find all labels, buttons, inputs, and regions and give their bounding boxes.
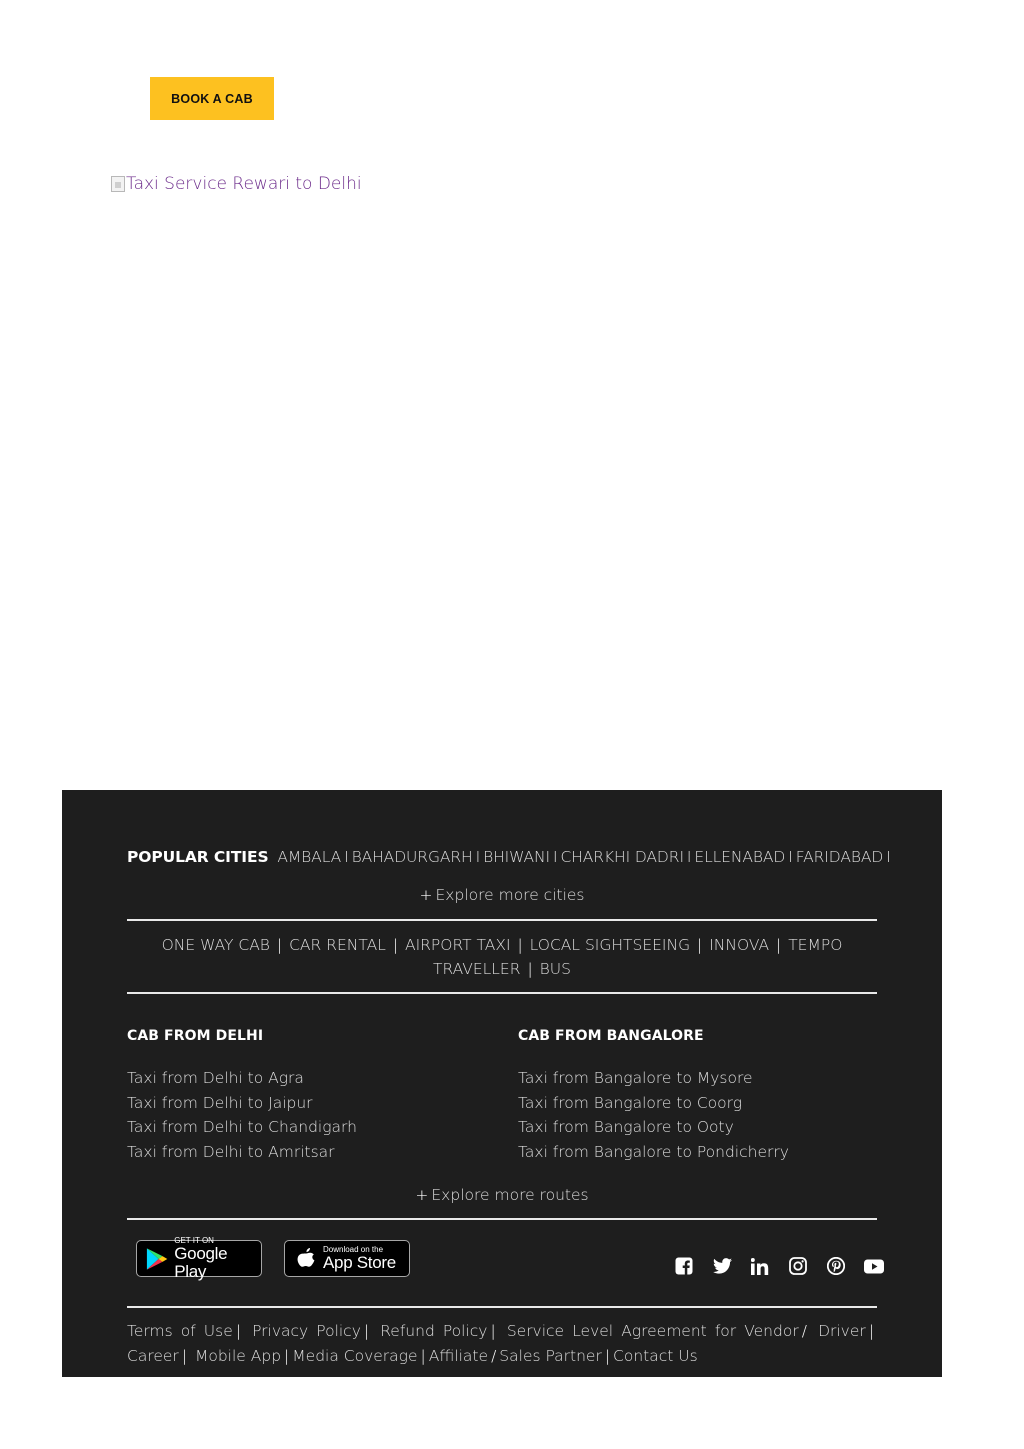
routes-bangalore-title: CAB FROM BANGALORE [518, 1028, 704, 1044]
popular-cities: POPULAR CITIES AMBALA I BAHADURGARH I BHIWANI I CHARKHI DADRI I ELLENABAD I FARIDABAD I [127, 848, 891, 866]
route-link[interactable]: Taxi from Bangalore to Ooty [518, 1118, 734, 1137]
service-link[interactable]: LOCAL SIGHTSEEING [529, 936, 691, 954]
city-link[interactable]: ELLENABAD [694, 848, 786, 866]
explore-more-routes-link[interactable]: + Explore more routes [415, 1186, 589, 1204]
affiliate-link[interactable]: Affiliate [428, 1347, 489, 1365]
terms-link[interactable]: Terms of Use [127, 1322, 233, 1340]
media-coverage-link[interactable]: Media Coverage [292, 1347, 418, 1365]
google-play-icon [144, 1246, 169, 1272]
career-link[interactable]: Career [127, 1347, 179, 1365]
city-link[interactable]: FARIDABAD [795, 848, 884, 866]
facebook-icon[interactable] [665, 1256, 703, 1276]
divider [127, 919, 877, 921]
pinterest-icon[interactable] [817, 1256, 855, 1276]
city-link[interactable]: BAHADURGARH [351, 848, 473, 866]
hero-image [111, 174, 362, 194]
city-link[interactable]: AMBALA [277, 848, 342, 866]
service-link[interactable]: TEMPO TRAVELLER [433, 936, 843, 978]
divider [127, 1218, 877, 1220]
hero-image-alt: Taxi Service Rewari to Delhi [126, 174, 362, 194]
route-link[interactable]: Taxi from Delhi to Jaipur [127, 1093, 313, 1112]
popular-cities-label: POPULAR CITIES [127, 848, 269, 866]
route-link[interactable]: Taxi from Bangalore to Mysore [518, 1069, 753, 1087]
service-link[interactable]: BUS [539, 960, 571, 978]
twitter-icon[interactable] [703, 1256, 741, 1276]
explore-more-cities-link[interactable]: + Explore more cities [419, 886, 585, 904]
refund-link[interactable]: Refund Policy [380, 1322, 488, 1340]
book-a-cab-button[interactable]: BOOK A CAB [150, 77, 274, 120]
privacy-link[interactable]: Privacy Policy [252, 1322, 361, 1340]
site-footer [62, 790, 942, 1377]
youtube-icon[interactable] [855, 1256, 893, 1276]
divider [127, 1306, 877, 1308]
service-link[interactable]: ONE WAY CAB [161, 936, 270, 954]
city-link[interactable]: BHIWANI [483, 848, 551, 866]
sales-partner-link[interactable]: Sales Partner [499, 1347, 602, 1365]
broken-image-icon [111, 176, 125, 192]
routes-bangalore [518, 1028, 878, 1165]
routes-delhi [127, 1028, 487, 1165]
route-link[interactable]: Taxi from Bangalore to Coorg [518, 1093, 743, 1112]
app-store-badge[interactable] [284, 1240, 410, 1277]
app-store-small: Download on the [323, 1245, 384, 1254]
city-link[interactable]: CHARKHI DADRI [560, 848, 684, 866]
explore-more-routes-label: Explore more routes [431, 1186, 589, 1204]
instagram-icon[interactable] [779, 1256, 817, 1276]
route-link[interactable]: Taxi from Delhi to Amritsar [127, 1143, 335, 1162]
app-store-big: App Store [323, 1253, 396, 1272]
route-link[interactable]: Taxi from Bangalore to Pondicherry [518, 1143, 789, 1162]
google-play-big: Google Play [174, 1244, 228, 1281]
social-links [665, 1256, 893, 1276]
linkedin-icon[interactable] [741, 1256, 779, 1276]
route-link[interactable]: Taxi from Delhi to Agra [127, 1069, 304, 1087]
routes-delhi-title: CAB FROM DELHI [127, 1028, 264, 1044]
route-link[interactable]: Taxi from Delhi to Chandigarh [127, 1118, 357, 1137]
explore-more-cities-label: Explore more cities [435, 886, 585, 904]
driver-link[interactable]: Driver [818, 1322, 866, 1340]
legal-links: Terms of Use | Privacy Policy | Refund Policy | Service Level Agreement for Vendor / Driver | Career | Mobile App | Media Coverage | Affiliate / Sales Partner | Contact Us [127, 1322, 874, 1365]
service-link[interactable]: AIRPORT TAXI [404, 936, 511, 954]
services-nav: ONE WAY CAB | CAR RENTAL | AIRPORT TAXI | LOCAL SIGHTSEEING | INNOVA | TEMPO TRAVELLER | BUS [161, 936, 843, 978]
contact-link[interactable]: Contact Us [613, 1347, 698, 1365]
google-play-badge[interactable] [136, 1236, 262, 1281]
divider [127, 992, 877, 994]
service-link[interactable]: INNOVA [709, 936, 770, 954]
apple-icon [295, 1246, 317, 1272]
service-link[interactable]: CAR RENTAL [289, 936, 386, 954]
google-play-small: GET IT ON [174, 1236, 214, 1245]
mobile-app-link[interactable]: Mobile App [194, 1347, 282, 1365]
sla-link[interactable]: Service Level Agreement for Vendor [506, 1322, 799, 1340]
